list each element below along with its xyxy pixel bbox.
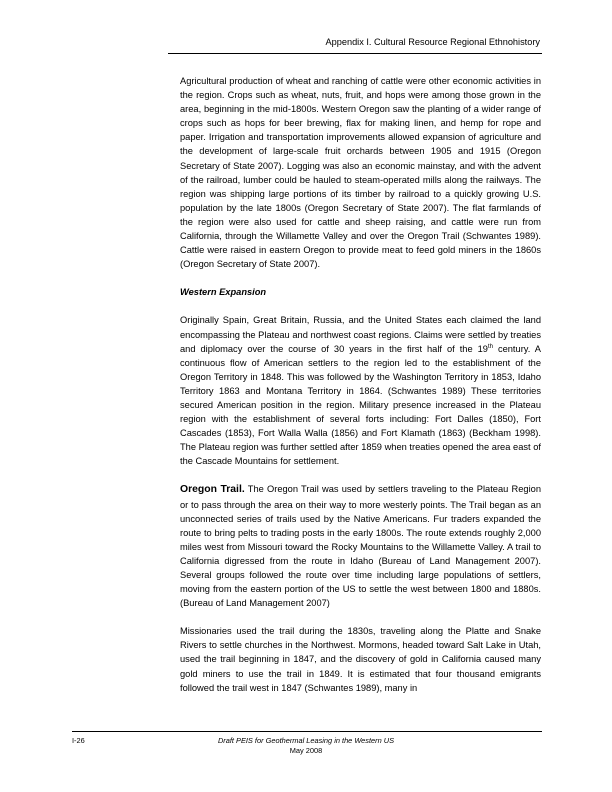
footer-document-title: Draft PEIS for Geothermal Leasing in the Western US: [217, 736, 395, 745]
page-number: I-26: [72, 736, 85, 745]
paragraph-agriculture: Agricultural production of wheat and ranching of cattle were other economic activities in the region. Crops such as wheat, nuts, fruit, and hops were among those grown in the area, beginning in the mid-1800s. Western Oregon saw the planting of a wider range of crops such as hops for beer brewing, flax for making linen, and hemp for rope and paper. Irrigation and transportation improvements allowed expansion of agriculture and the development of large-scale fruit orchards between 1905 and 1915 (Oregon Secretary of State 2007). Logging was also an economic mainstay, and with the advent of the railroad, lumber could be hauled to steam-operated mills along the railways. The region was shipping large portions of its timber by railroad to a quickly growing U.S. population by the late 1800s (Oregon Secretary of State 2007). The flat farmlands of the region were also used for cattle and sheep raising, and cattle were run from California, through the Willamette Valley and over the Oregon Trail (Schwantes 1989). Cattle were raised in eastern Oregon to provide meat to feed gold miners in the 1860s (Oregon Secretary of State 2007).: [180, 76, 541, 270]
footer-rule: [72, 731, 542, 732]
paragraph-missionaries: Missionaries used the trail during the 1830s, traveling along the Platte and Snake Rivers to settle churches in the Northwest. Mormons, headed toward Salt Lake in Utah, used the trail beginning in 1847, and the discovery of gold in California caused many gold miners to use the trail in 1849. It is estimated that four thousand emigrants followed the trail west in 1847 (Schwantes 1989), many in: [180, 626, 541, 693]
running-header: Appendix I. Cultural Resource Regional Ethnohistory: [325, 37, 540, 47]
paragraph-western-expansion-part2: century. A continuous flow of American settlers to the region led to the establishment of the Oregon Territory in 1848. This was followed by the Washington Territory in 1853, Idaho Territory 1863 and Montana Territory in 1864. (Schwantes 1989) These territories secured American position in the region. Military presence increased in the Plateau region with the establishment of several forts including: Fort Dalles (1850), Fort Cascades (1853), Fort Walla Walla (1856) and Fort Klamath (1863) (Beckham 1998). The Plateau region was further settled after 1859 when treaties opened the area east of the Cascade Mountains for settlement.: [180, 343, 541, 467]
run-in-heading-oregon-trail: Oregon Trail.: [180, 484, 245, 496]
header-rule: [168, 53, 542, 54]
superscript-th: th: [487, 343, 493, 350]
footer-document-info: [200, 736, 412, 756]
paragraph-oregon-trail: [180, 482, 541, 610]
paragraph-oregon-trail-text: The Oregon Trail was used by settlers traveling to the Plateau Region or to pass through the area on their way to more westerly points. The Trail began as an unconnected series of trails used by the Native Americans. Fur traders expanded the route to bring pelts to trading posts in the early 1800s. The route extends roughly 2,000 miles west from Missouri toward the Rocky Mountains to the Willamette Valley. A trail to California digressed from the route in Idaho (Bureau of Land Management 2007). Several groups followed the route over time including large populations of settlers, moving from the eastern portion of the US to settle the west between 1800 and 1880s. (Bureau of Land Management 2007): [180, 484, 541, 609]
footer-date: May 2008: [289, 746, 323, 755]
paragraph-western-expansion-part1: Originally Spain, Great Britain, Russia, and the United States each claimed the land encompassing the Plateau and northwest coast regions. Claims were settled by treaties and diplomacy over the course of 30 years in the first half of the 19: [180, 315, 541, 354]
subheading-western-expansion: Western Expansion: [180, 287, 267, 298]
paragraph-western-expansion: [180, 313, 541, 468]
page-body: [180, 74, 541, 709]
